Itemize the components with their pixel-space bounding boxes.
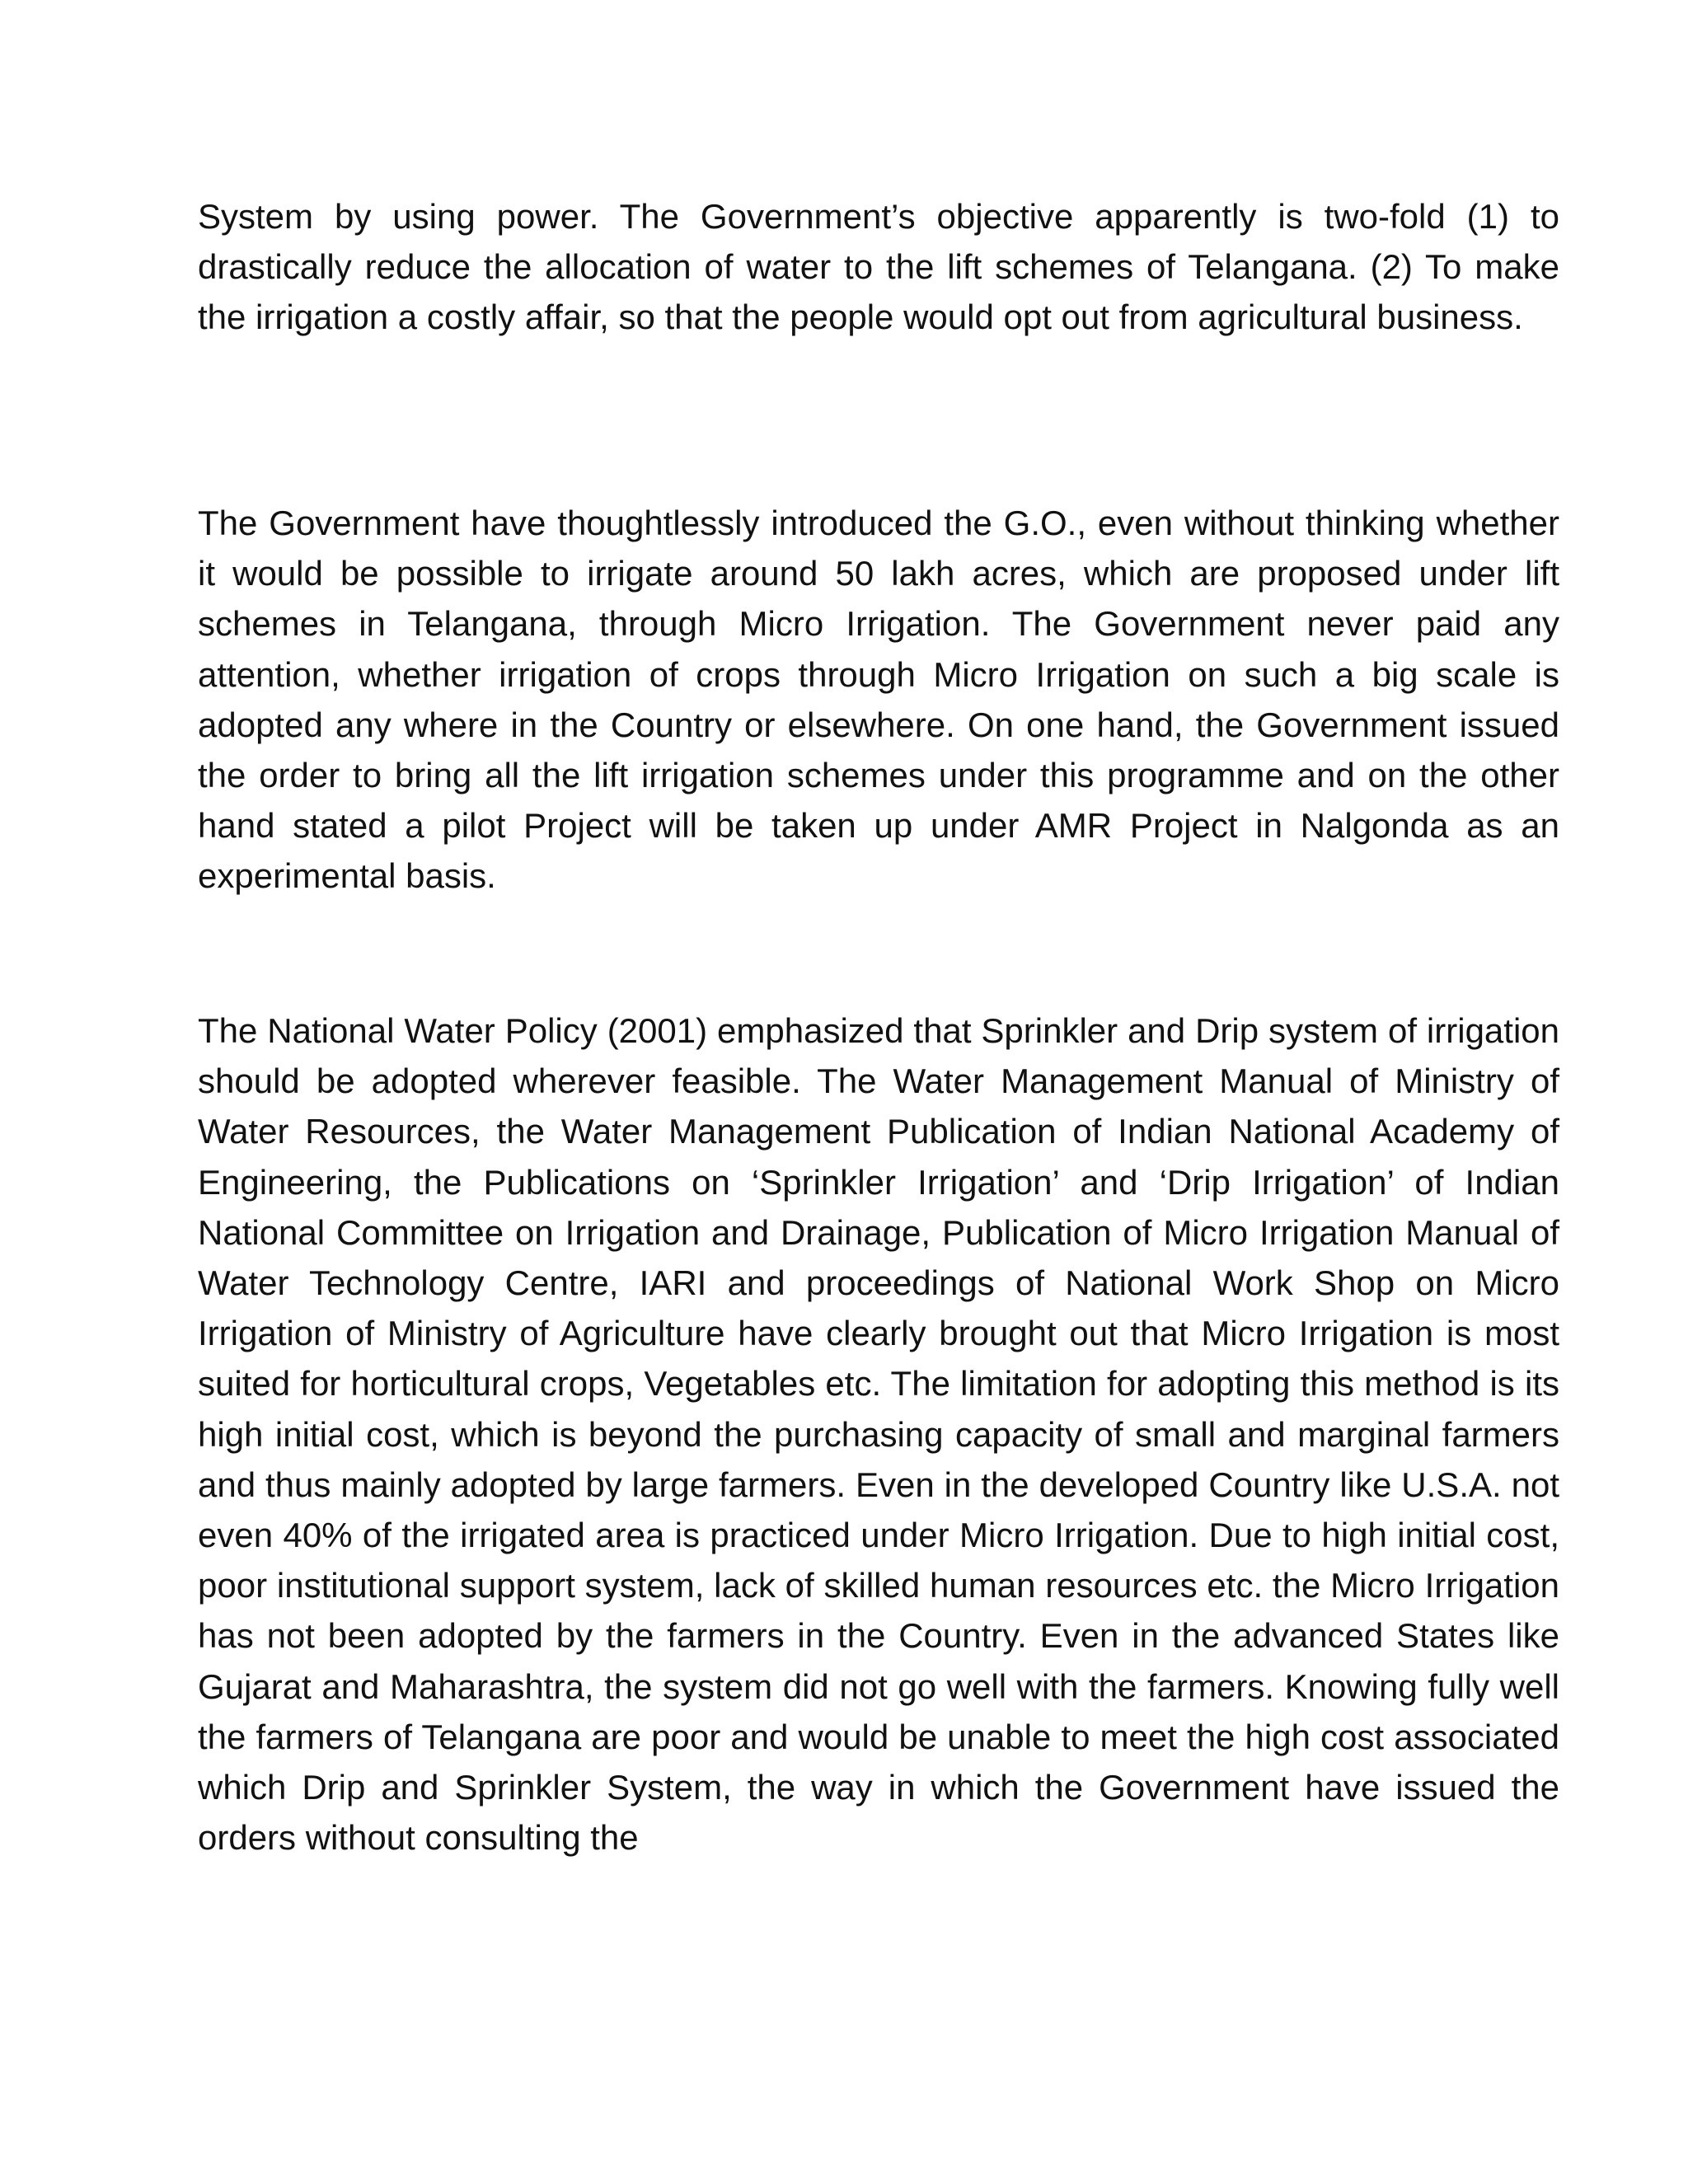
paragraph-go-introduction: The Government have thoughtlessly introduced the G.O., even without thinking whether it would be possible to irrigate around 50 lakh acres, which are proposed under lift schemes in Telangana, through Micro Irrigation. The Government never paid any attention, whether irrigation of crops through Micro Irrigation on such a big scale is adopted any where in the Country or elsewhere. On one hand, the Government issued the order to bring all the lift irrigation schemes under this programme and on the other hand stated a pilot Project will be taken up under AMR Project in Nalgonda as an experimental basis.	[198, 504, 1559, 896]
paragraph-national-water-policy: The National Water Policy (2001) emphasized that Sprinkler and Drip system of irrigation should be adopted wherever feasible. The Water Management Manual of Ministry of Water Resources, the Water Management Publication of Indian National Academy of Engineering, the Publications on ‘Sprinkler Irrigation’ and ‘Drip Irrigation’ of Indian National Committee on Irrigation and Drainage, Publication of Micro Irrigation Manual of Water Technology Centre, IARI and proceedings of National Work Shop on Micro Irrigation of Ministry of Agriculture have clearly brought out that Micro Irrigation is most suited for horticultural crops, Vegetables etc. The limitation for adopting this method is its high initial cost, which is beyond the purchasing capacity of small and marginal farmers and thus mainly adopted by large farmers. Even in the developed Country like U.S.A. not even 40% of the irrigated area is practiced under Micro Irrigation. Due to high initial cost, poor institutional support system, lack of skilled human resources etc. the Micro Irrigation has not been adopted by the farmers in the Country. Even in the advanced States like Gujarat and Maharashtra, the system did not go well with the farmers. Knowing fully well the farmers of Telangana are poor and would be unable to meet the high cost associated which Drip and Sprinkler System, the way in which the Government have issued the orders without consulting the	[198, 1011, 1559, 1858]
paragraph-government-objective: System by using power. The Government’s objective apparently is two-fold (1) to drastically reduce the allocation of water to the lift schemes of Telangana. (2) To make the irrigation a costly affair, so that the people would opt out from agricultural business.	[198, 197, 1559, 337]
